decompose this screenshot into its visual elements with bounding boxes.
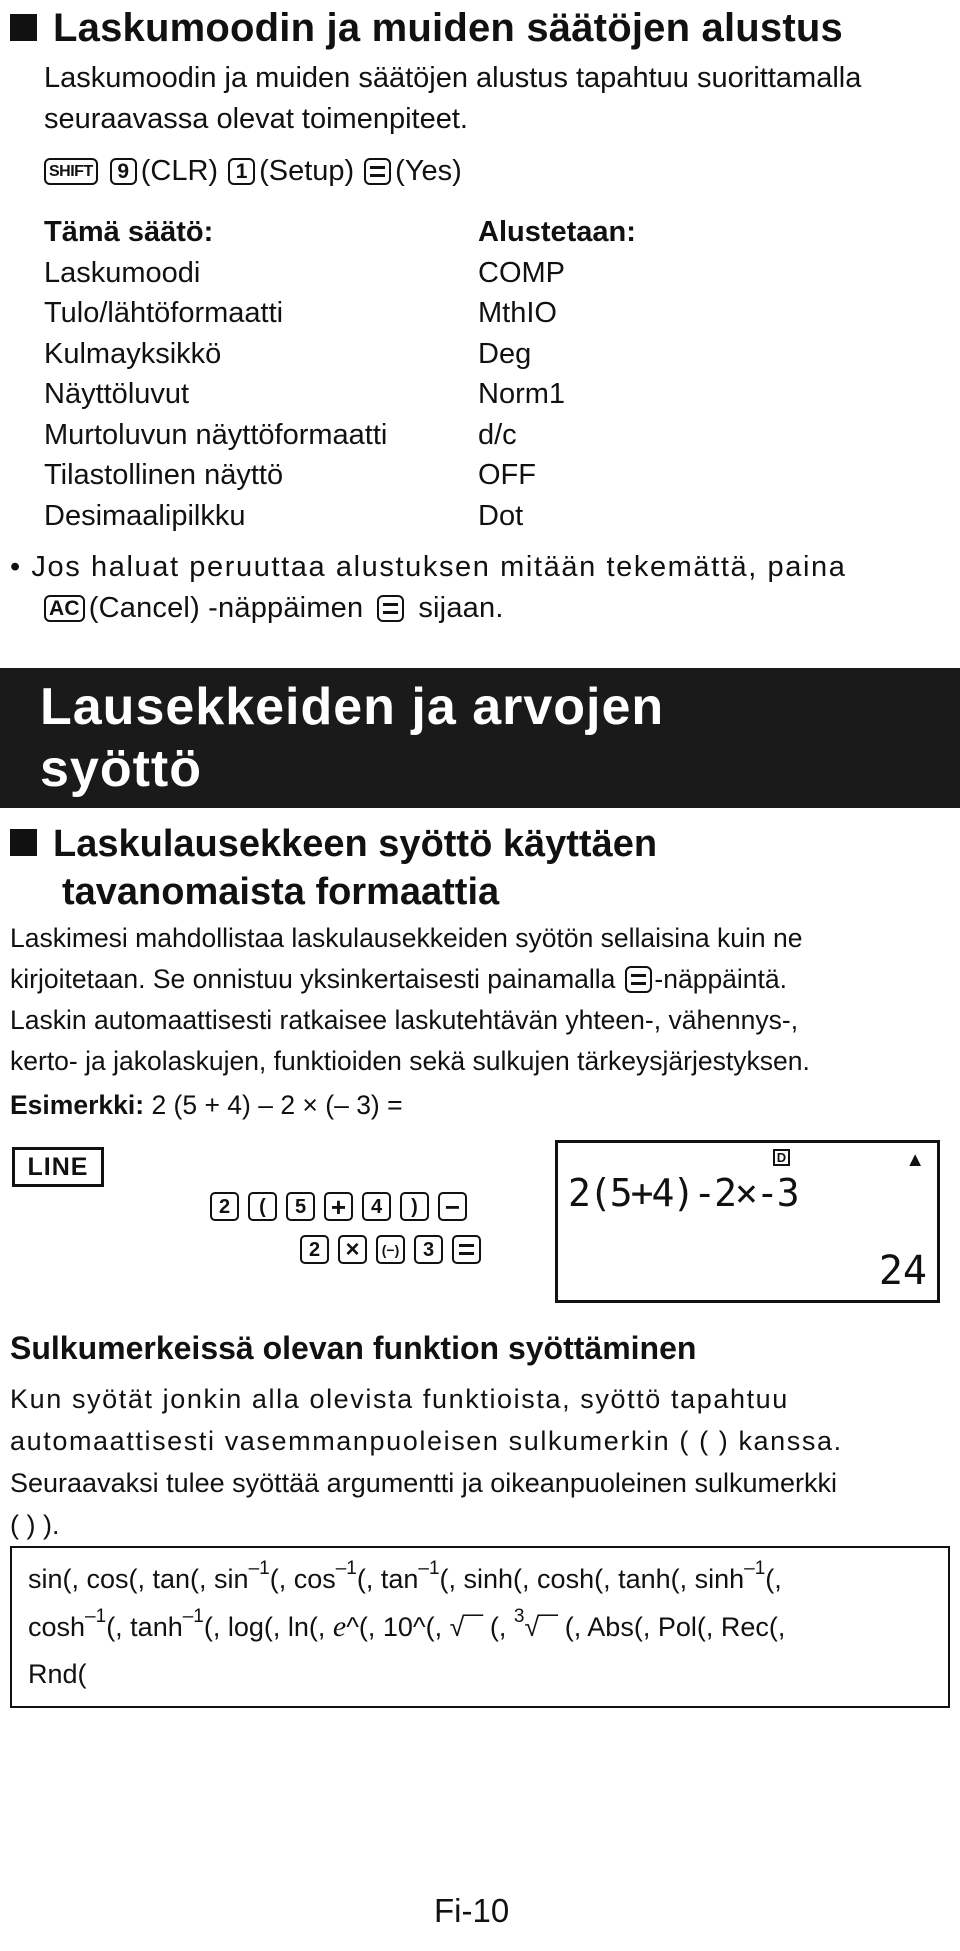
reset-key-sequence <box>44 155 462 188</box>
setting-value: Dot <box>478 499 524 532</box>
equals-key-icon <box>364 158 391 185</box>
line-mode-badge: LINE <box>12 1147 104 1187</box>
shift-key-icon: SHIFT <box>44 158 98 185</box>
table-row <box>44 496 636 537</box>
cancel-label: (Cancel) -näppäimen <box>88 592 364 624</box>
nine-key-icon: 9 <box>110 158 137 185</box>
key-icon: 3 <box>414 1235 443 1264</box>
setting-name: Kulmayksikkö <box>44 337 222 370</box>
equals-key-icon <box>377 595 404 622</box>
display-result: 24 <box>878 1248 927 1294</box>
yes-label: (Yes) <box>395 155 462 187</box>
setting-value: d/c <box>478 418 517 451</box>
function-list-line <box>28 1603 932 1651</box>
equals-key-icon <box>452 1235 481 1264</box>
setting-name: Näyttöluvut <box>44 378 190 410</box>
func-sup: –1 <box>182 1606 204 1627</box>
calculator-display <box>555 1140 940 1303</box>
func-text: (, log(, ln(, <box>203 1612 333 1642</box>
table-row <box>44 293 636 334</box>
para-line: Laskimesi mahdollistaa laskulausekkeiden syötön sellaisina kuin ne <box>10 923 803 953</box>
setting-value: Norm1 <box>478 378 566 410</box>
func-text: (, cos <box>269 1564 336 1594</box>
para-text: -näppäintä. <box>654 964 788 994</box>
key-icon: + <box>324 1192 353 1221</box>
one-key-icon: 1 <box>228 158 255 185</box>
example-label: Esimerkki: <box>10 1090 145 1120</box>
setting-value: MthIO <box>478 297 557 329</box>
example <box>10 1090 403 1121</box>
equals-key-icon <box>625 966 652 993</box>
header-setting: Tämä säätö: <box>44 216 214 248</box>
func-sup: –1 <box>744 1558 766 1579</box>
para-line: Kun syötät jonkin alla olevista funktioista, syöttö tapahtuu <box>10 1384 789 1414</box>
square-bullet-icon <box>10 14 37 41</box>
section-title-reset <box>10 6 843 51</box>
setting-name: Tulo/lähtöformaatti <box>44 297 284 329</box>
setup-label: (Setup) <box>259 155 355 187</box>
func-text: (, sinh(, cosh(, tanh(, sinh <box>439 1564 745 1594</box>
func-text: ^(, 10^(, <box>346 1612 450 1642</box>
para-line: ( ) ). <box>10 1510 60 1540</box>
para-line: Seuraavaksi tulee syöttää argumentti ja oikeanpuoleinen sulkumerkki <box>10 1468 837 1498</box>
table-header <box>44 212 636 253</box>
cube-root-icon: √‾‾ <box>524 1612 558 1642</box>
func-sup: –1 <box>85 1606 107 1627</box>
func-sup: –1 <box>248 1558 270 1579</box>
chapter-band <box>0 668 960 808</box>
key-sequence-row1 <box>210 1192 467 1221</box>
function-list-line: Rnd( <box>28 1659 87 1689</box>
function-list-box <box>10 1546 950 1708</box>
page-number: Fi-10 <box>434 1892 510 1929</box>
sqrt-icon: √‾‾ <box>449 1612 483 1642</box>
setting-name: Laskumoodi <box>44 256 201 289</box>
input-paragraph <box>10 918 950 1082</box>
table-row <box>44 334 636 375</box>
func-text: (, tanh <box>106 1612 183 1642</box>
subsection-title-functions: Sulkumerkeissä olevan funktion syöttäminen <box>10 1330 697 1366</box>
clr-label: (CLR) <box>140 155 219 187</box>
note-line2 <box>10 588 950 629</box>
subtitle-line1: Laskulausekkeen syöttö käyttäen <box>53 823 658 865</box>
up-arrow-icon: ▲ <box>905 1149 925 1171</box>
para-line <box>10 959 950 1000</box>
para-line: kerto- ja jakolaskujen, funktioiden sekä sulkujen tärkeysjärjestyksen. <box>10 1046 810 1076</box>
cube-root-index: 3 <box>513 1606 525 1627</box>
square-bullet-icon <box>10 829 37 856</box>
key-icon: 2 <box>300 1235 329 1264</box>
example-expression: 2 (5 + 4) – 2 × (– 3) = <box>151 1090 403 1120</box>
para-line: automaattisesti vasemmanpuoleisen sulkumerkin ( ( ) kanssa. <box>10 1426 843 1456</box>
setting-name: Tilastollinen näyttö <box>44 459 284 491</box>
reset-settings-table <box>44 212 636 536</box>
func-text: (, tan <box>356 1564 419 1594</box>
instead-label: sijaan. <box>418 592 504 624</box>
func-text: sin(, cos(, tan(, sin <box>28 1564 249 1594</box>
ac-key-icon: AC <box>44 595 85 622</box>
func-text: (, <box>482 1612 514 1642</box>
setting-value: Deg <box>478 337 532 370</box>
header-value: Alustetaan: <box>478 216 636 248</box>
func-text: (, Abs(, Pol(, Rec(, <box>557 1612 786 1642</box>
cancel-note <box>10 547 950 629</box>
key-sequence-row2 <box>300 1235 481 1264</box>
display-expression: 2(5+4)-2×-3 <box>568 1171 798 1215</box>
setting-name: Desimaalipilkku <box>44 499 246 532</box>
table-row <box>44 455 636 496</box>
key-icon: ( <box>248 1192 277 1221</box>
para-line: Laskin automaattisesti ratkaisee laskutehtävän yhteen-, vähennys-, <box>10 1005 799 1035</box>
functions-paragraph <box>10 1378 950 1546</box>
note-line1: • Jos haluat peruuttaa alustuksen mitään tekemättä, paina <box>10 551 847 583</box>
chapter-title-line1: Lausekkeiden ja arvojen <box>40 678 665 736</box>
table-row <box>44 415 636 456</box>
func-text: (, <box>765 1564 782 1594</box>
setting-value: OFF <box>478 459 536 491</box>
subtitle-line2: tavanomaista formaattia <box>62 871 500 913</box>
key-icon: − <box>438 1192 467 1221</box>
subsection-title-input <box>10 820 657 916</box>
chapter-title-line2: syöttö <box>40 740 202 798</box>
setting-value: COMP <box>478 256 565 289</box>
key-icon: (−) <box>376 1235 405 1264</box>
key-icon: 2 <box>210 1192 239 1221</box>
setting-name: Murtoluvun näyttöformaatti <box>44 418 388 451</box>
function-list-line <box>28 1556 932 1603</box>
func-sup: –1 <box>335 1558 357 1579</box>
key-icon: ) <box>400 1192 429 1221</box>
table-row <box>44 374 636 415</box>
section-title-text: Laskumoodin ja muiden säätöjen alustus <box>53 6 843 50</box>
func-text: cosh <box>28 1612 86 1642</box>
para-text: kirjoitetaan. Se onnistuu yksinkertaisesti painamalla <box>10 964 616 994</box>
chapter-title <box>40 676 664 800</box>
key-icon: 4 <box>362 1192 391 1221</box>
key-icon: 5 <box>286 1192 315 1221</box>
deg-indicator-icon: D <box>773 1149 790 1166</box>
func-e: e <box>332 1610 347 1643</box>
reset-intro: Laskumoodin ja muiden säätöjen alustus tapahtuu suorittamalla seuraavassa olevat toimenpiteet. <box>44 62 862 135</box>
key-icon: × <box>338 1235 367 1264</box>
func-sup: –1 <box>418 1558 440 1579</box>
table-row <box>44 253 636 294</box>
